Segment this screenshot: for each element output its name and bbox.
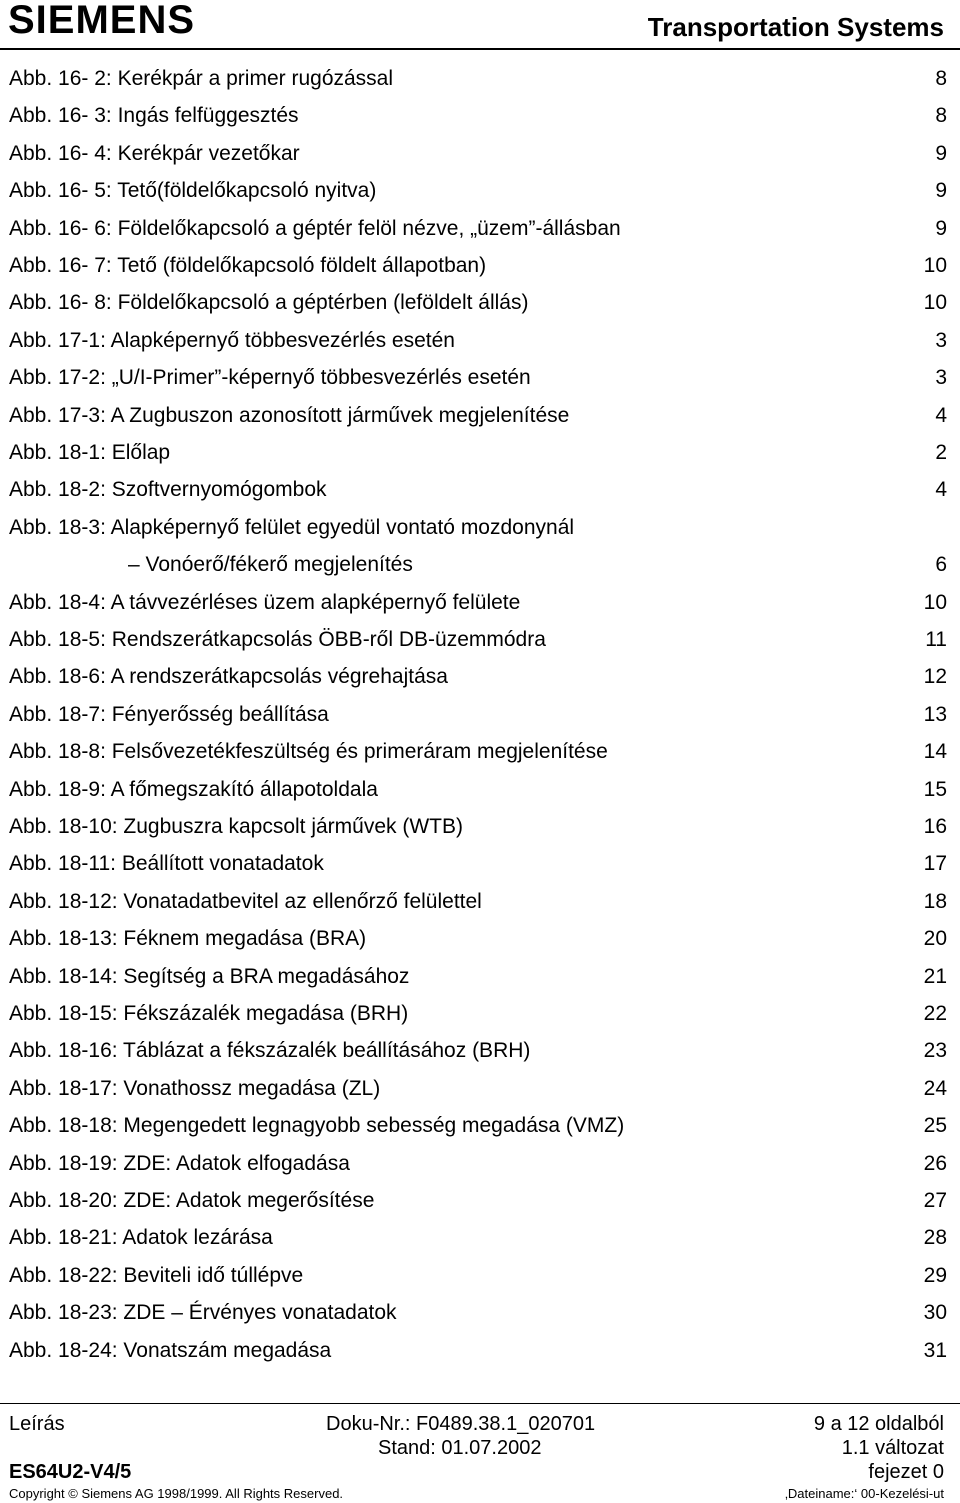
toc-entry-title: Abb. 16- 2: Kerékpár a primer rugózással	[9, 67, 394, 90]
toc-entry	[9, 962, 947, 992]
toc-entry	[9, 887, 947, 917]
footer-product: ES64U2-V4/5	[9, 1461, 132, 1483]
toc-entry-title: Abb. 18-1: Előlap	[9, 441, 171, 464]
toc-entry-title: Abb. 18-16: Táblázat a fékszázalék beállításához (BRH)	[9, 1039, 531, 1063]
toc-entry-title: Abb. 18-4: A távvezérléses üzem alapképernyő felülete	[9, 590, 521, 614]
toc-entry	[9, 999, 947, 1029]
toc-entry-title: Abb. 18-6: A rendszerátkapcsolás végrehajtása	[9, 665, 448, 689]
footer-version: 1.1 változat	[841, 1437, 944, 1459]
toc-entry-page: 10	[923, 254, 947, 277]
footer-page-info: 9 a 12 oldalból	[813, 1413, 944, 1435]
toc-entry-title: Abb. 18-18: Megengedett legnagyobb sebesség megadása (VMZ)	[9, 1114, 625, 1138]
toc-entry-page: 23	[923, 1039, 947, 1063]
toc-entry-title: Abb. 18-22: Beviteli idő túllépve	[9, 1263, 304, 1287]
toc-entry	[9, 737, 947, 767]
toc-entry-title: Abb. 17-1: Alapképernyő többesvezérlés esetén	[9, 328, 455, 352]
toc-entry-page: 11	[925, 628, 947, 651]
toc-entry-title: Abb. 18-21: Adatok lezárása	[9, 1226, 273, 1250]
toc-entry-title: Abb. 18-12: Vonatadatbevitel az ellenőrző felülettel	[9, 889, 482, 913]
toc-entry-page: 2	[935, 441, 947, 464]
toc-entry-title: Abb. 16- 5: Tető(földelőkapcsoló nyitva)	[9, 179, 377, 203]
toc-entry-page: 20	[923, 927, 947, 951]
toc-entry	[9, 700, 947, 730]
toc-entry	[9, 924, 947, 954]
toc-entry-title: Abb. 18-9: A főmegszakító állapotoldala	[9, 777, 378, 801]
toc-entry-title: Abb. 16- 8: Földelőkapcsoló a géptérben (leföldelt állás)	[9, 291, 529, 315]
toc-entry-page: 8	[935, 67, 947, 90]
toc-entry-title: Abb. 18-24: Vonatszám megadása	[9, 1338, 332, 1362]
toc-entry-title: – Vonóerő/fékerő megjelenítés	[128, 553, 413, 577]
toc-entry-page: 4	[935, 403, 947, 427]
toc-entry	[9, 775, 947, 805]
toc-entry-page: 22	[923, 1002, 947, 1025]
toc-entry	[9, 812, 947, 842]
toc-entry-page: 17	[923, 852, 947, 876]
toc-entry	[9, 214, 947, 244]
toc-entry-page: 14	[923, 740, 947, 764]
toc-entry-title: Abb. 18-17: Vonathossz megadása (ZL)	[9, 1076, 381, 1100]
toc-entry	[9, 1298, 947, 1328]
toc-entry	[9, 438, 947, 468]
toc-entry-title: Abb. 18-23: ZDE – Érvényes vonatadatok	[9, 1301, 397, 1325]
toc-entry-title: Abb. 18-10: Zugbuszra kapcsolt járművek (WTB)	[9, 815, 464, 838]
toc-entry-title: Abb. 16- 3: Ingás felfüggesztés	[9, 104, 299, 128]
toc-entry	[9, 475, 947, 505]
toc-entry	[9, 101, 947, 131]
toc-entry-page: 27	[923, 1189, 947, 1212]
toc-entry-page: 25	[923, 1114, 947, 1138]
toc-entry	[9, 1261, 947, 1291]
toc-entry	[9, 1111, 947, 1141]
toc-entry-title: Abb. 18-11: Beállított vonatadatok	[9, 852, 324, 876]
toc-entry-page: 3	[935, 328, 947, 352]
toc-entry-page: 6	[935, 553, 947, 577]
toc-entry	[9, 176, 947, 206]
toc-entry	[9, 1149, 947, 1179]
toc-entry-page: 26	[923, 1151, 947, 1175]
toc-entry	[9, 326, 947, 356]
toc-entry-page: 9	[935, 179, 947, 203]
toc-entry-title: Abb. 18-8: Felsővezetékfeszültség és primeráram megjelenítése	[9, 740, 608, 764]
toc-entry-title: Abb. 16- 4: Kerékpár vezetőkar	[9, 141, 300, 165]
toc-entry	[9, 1336, 947, 1366]
toc-entry-page: 12	[923, 665, 947, 689]
toc-entry	[9, 550, 947, 580]
footer-stand: Stand: 01.07.2002	[378, 1437, 542, 1459]
toc-entry-title: Abb. 17-3: A Zugbuszon azonosított járművek megjelenítése	[9, 403, 570, 427]
toc-entry	[9, 139, 947, 169]
siemens-logo: SIEMENS	[8, 0, 196, 42]
toc-entry-title: Abb. 16- 7: Tető (földelőkapcsoló földelt állapotban)	[9, 254, 487, 277]
toc-entry	[9, 662, 947, 692]
toc-entry	[9, 401, 947, 431]
division-name: Transportation Systems	[647, 12, 944, 42]
toc-entry-page: 13	[923, 702, 947, 726]
toc-entry	[9, 588, 947, 618]
footer-copyright: Copyright © Siemens AG 1998/1999. All Rights Reserved.	[9, 1486, 344, 1501]
toc-entry-title: Abb. 18-2: Szoftvernyomógombok	[9, 478, 327, 502]
toc-entry	[9, 1036, 947, 1066]
footer-chapter: fejezet 0	[868, 1461, 944, 1483]
footer-divider	[0, 1403, 960, 1404]
toc-entry-title: Abb. 18-13: Féknem megadása (BRA)	[9, 927, 367, 951]
toc-entry	[9, 625, 947, 655]
toc-entry	[9, 513, 947, 543]
toc-entry-title: Abb. 16- 6: Földelőkapcsoló a géptér felöl nézve, „üzem”-állásban	[9, 216, 621, 240]
footer-filename: ‚Dateiname:‘ 00-Kezelési-ut	[785, 1486, 944, 1501]
toc-entry-title: Abb. 18-19: ZDE: Adatok elfogadása	[9, 1151, 350, 1175]
footer-doc-type: Leírás	[9, 1413, 65, 1435]
toc-entry	[9, 288, 947, 318]
toc-entry-page: 28	[923, 1226, 947, 1250]
toc-entry	[9, 251, 947, 281]
toc-entry	[9, 1223, 947, 1253]
toc-entry-title: Abb. 18-14: Segítség a BRA megadásához	[9, 964, 410, 988]
toc-entry-page: 10	[923, 590, 947, 614]
toc-entry	[9, 849, 947, 879]
toc-entry-page: 30	[923, 1301, 947, 1325]
footer-doc-number: Doku-Nr.: F0489.38.1_020701	[326, 1413, 596, 1435]
toc-entry-page: 4	[935, 478, 947, 502]
toc-entry-page: 10	[923, 291, 947, 315]
toc-entry-page: 9	[935, 216, 947, 240]
toc-entry-title: Abb. 18-3: Alapképernyő felület egyedül vontató mozdonynál	[9, 515, 575, 539]
toc-entry-page: 31	[923, 1338, 947, 1362]
toc-entry	[9, 1074, 947, 1104]
toc-entry	[9, 64, 947, 94]
toc-entry-page: 21	[923, 964, 947, 988]
toc-entry-title: Abb. 18-7: Fényerősség beállítása	[9, 702, 329, 726]
toc-entry-title: Abb. 18-20: ZDE: Adatok megerősítése	[9, 1189, 375, 1212]
toc-entry-page: 8	[935, 104, 947, 128]
toc-entry-title: Abb. 18-5: Rendszerátkapcsolás ÖBB-ről DB-üzemmódra	[9, 628, 546, 651]
toc-entry-page: 24	[923, 1076, 947, 1100]
toc-entry-page: 18	[923, 889, 947, 913]
toc-entry-page: 16	[923, 815, 947, 838]
toc-entry-title: Abb. 18-15: Fékszázalék megadása (BRH)	[9, 1002, 409, 1025]
toc-entry-title: Abb. 17-2: „U/I-Primer”-képernyő többesvezérlés esetén	[9, 366, 531, 390]
header-divider	[0, 48, 960, 50]
toc-entry-page: 15	[923, 777, 947, 801]
toc-entry-page: 9	[935, 141, 947, 165]
toc-entry	[9, 363, 947, 393]
toc-entry-page: 29	[923, 1263, 947, 1287]
toc-entry	[9, 1186, 947, 1216]
toc-entry-page: 3	[935, 366, 947, 390]
